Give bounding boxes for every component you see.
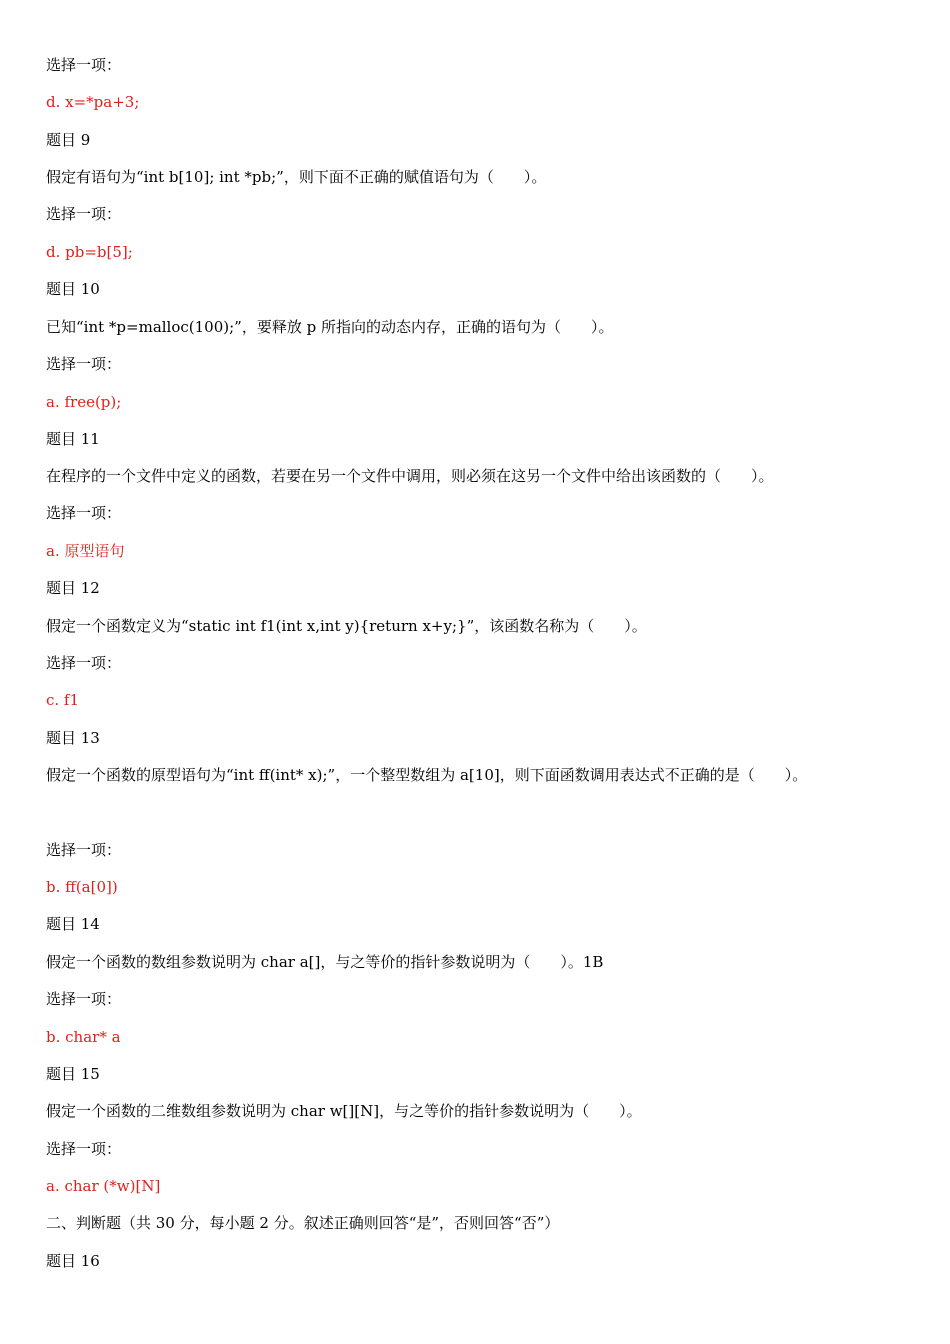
section-heading: 二、判断题（共 30 分，每小题 2 分。叙述正确则回答“是”，否则回答“否”）	[46, 1214, 560, 1232]
answer-option: a. 原型语句	[46, 542, 125, 560]
question-text: 假定一个函数的数组参数说明为 char a[]，与之等价的指针参数说明为（ ）。1B	[46, 953, 604, 971]
answer-option: d. pb=b[5];	[46, 243, 133, 261]
answer-option: a. free(p);	[46, 393, 122, 411]
answer-option: c. f1	[46, 691, 80, 709]
question-number: 题目 11	[46, 430, 100, 448]
answer-option: a. char (*w)[N]	[46, 1177, 161, 1195]
answer-option: b. ff(a[0])	[46, 878, 118, 896]
select-one-label: 选择一项：	[46, 504, 122, 522]
question-text: 假定一个函数的原型语句为“int ff(int* x);”，一个整型数组为 a[10]，则下面函数调用表达式不正确的是（ ）。	[46, 766, 808, 784]
select-one-label: 选择一项：	[46, 355, 122, 373]
select-one-label: 选择一项：	[46, 205, 122, 223]
select-one-label: 选择一项：	[46, 841, 122, 859]
question-number: 题目 10	[46, 280, 100, 298]
answer-option: d. x=*pa+3;	[46, 93, 140, 111]
answer-option: b. char* a	[46, 1028, 121, 1046]
question-number: 题目 16	[46, 1252, 100, 1270]
select-one-label: 选择一项：	[46, 56, 122, 74]
question-text: 假定有语句为“int b[10]; int *pb;”，则下面不正确的赋值语句为（ ）。	[46, 168, 547, 186]
question-number: 题目 9	[46, 131, 91, 149]
question-number: 题目 15	[46, 1065, 100, 1083]
question-number: 题目 13	[46, 729, 100, 747]
question-text: 已知“int *p=malloc(100);”，要释放 p 所指向的动态内存，正确的语句为（ ）。	[46, 318, 614, 336]
select-one-label: 选择一项：	[46, 1140, 122, 1158]
question-number: 题目 14	[46, 915, 100, 933]
select-one-label: 选择一项：	[46, 654, 122, 672]
question-text: 假定一个函数定义为“static int f1(int x,int y){return x+y;}”，该函数名称为（ ）。	[46, 617, 647, 635]
question-text: 在程序的一个文件中定义的函数，若要在另一个文件中调用，则必须在这另一个文件中给出该函数的（ ）。	[46, 467, 774, 485]
question-text: 假定一个函数的二维数组参数说明为 char w[][N]，与之等价的指针参数说明为（ ）。	[46, 1102, 642, 1120]
question-number: 题目 12	[46, 579, 100, 597]
select-one-label: 选择一项：	[46, 990, 122, 1008]
